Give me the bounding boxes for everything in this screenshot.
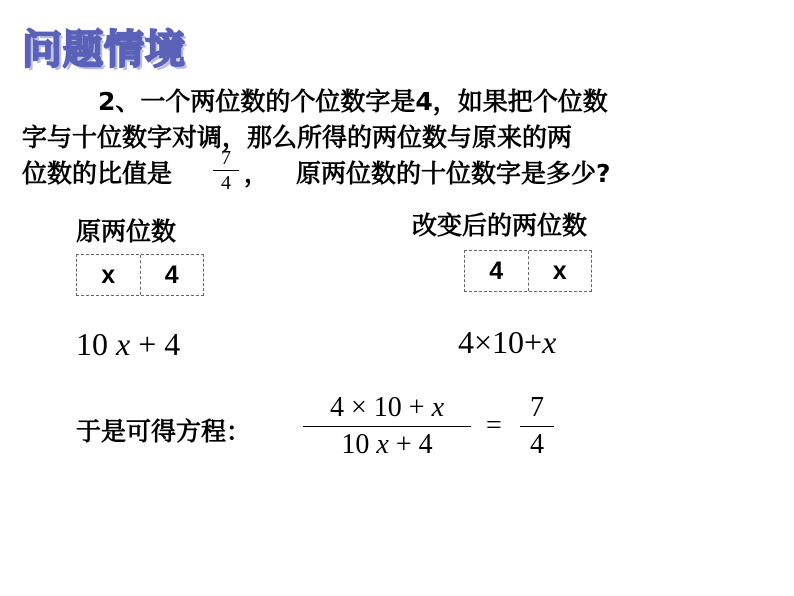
original-expr-coefficient: 10 <box>76 326 108 362</box>
original-number-label: 原两位数 <box>76 217 177 246</box>
changed-tens-cell: 4 <box>489 256 504 285</box>
equation-lhs-numerator <box>303 390 471 426</box>
problem-line-3-comma: ， <box>244 159 270 188</box>
problem-line-2: 字与十位数字对调，那么所得的两位数与原来的两 <box>22 123 573 152</box>
problem-line-3-start: 位数的比值是 <box>22 159 173 188</box>
equation-den-right: + 4 <box>395 429 433 460</box>
equation-den-left: 10 <box>341 429 370 460</box>
equation-lhs-fraction <box>303 390 471 463</box>
ratio-fraction <box>213 146 239 195</box>
equation-rhs-fraction <box>520 390 554 463</box>
original-digit-box <box>76 254 204 296</box>
equation-label: 于是可得方程： <box>76 417 252 446</box>
original-tens-cell: x <box>101 260 116 289</box>
changed-expression <box>458 324 556 361</box>
problem-line-1: 2、一个两位数的个位数字是4，如果把个位数 <box>98 87 608 116</box>
original-expression <box>76 326 180 363</box>
equation-rhs-denominator: 4 <box>530 429 544 460</box>
equation-lhs-denominator <box>303 427 471 463</box>
equation-rhs-numerator: 7 <box>530 392 544 423</box>
ratio-denominator: 4 <box>221 172 231 194</box>
equation-num-left: 4 × 10 + <box>329 392 425 423</box>
ratio-numerator: 7 <box>221 147 231 169</box>
changed-expr-left: 4×10+ <box>458 324 543 360</box>
equation-den-variable: x <box>376 429 389 460</box>
changed-digit-box <box>464 250 592 292</box>
original-expr-rest: + 4 <box>138 326 181 362</box>
changed-ones-cell: x <box>528 251 592 291</box>
problem-line-3-end: 原两位数的十位数字是多少? <box>296 159 611 188</box>
changed-number-label: 改变后的两位数 <box>412 211 588 240</box>
equation-equals-sign: = <box>486 410 502 441</box>
slide-title: 问题情境 <box>22 27 186 73</box>
changed-expr-variable: x <box>542 324 557 360</box>
original-ones-cell: 4 <box>140 255 204 295</box>
original-expr-variable: x <box>116 326 131 362</box>
equation-num-variable: x <box>431 392 445 423</box>
